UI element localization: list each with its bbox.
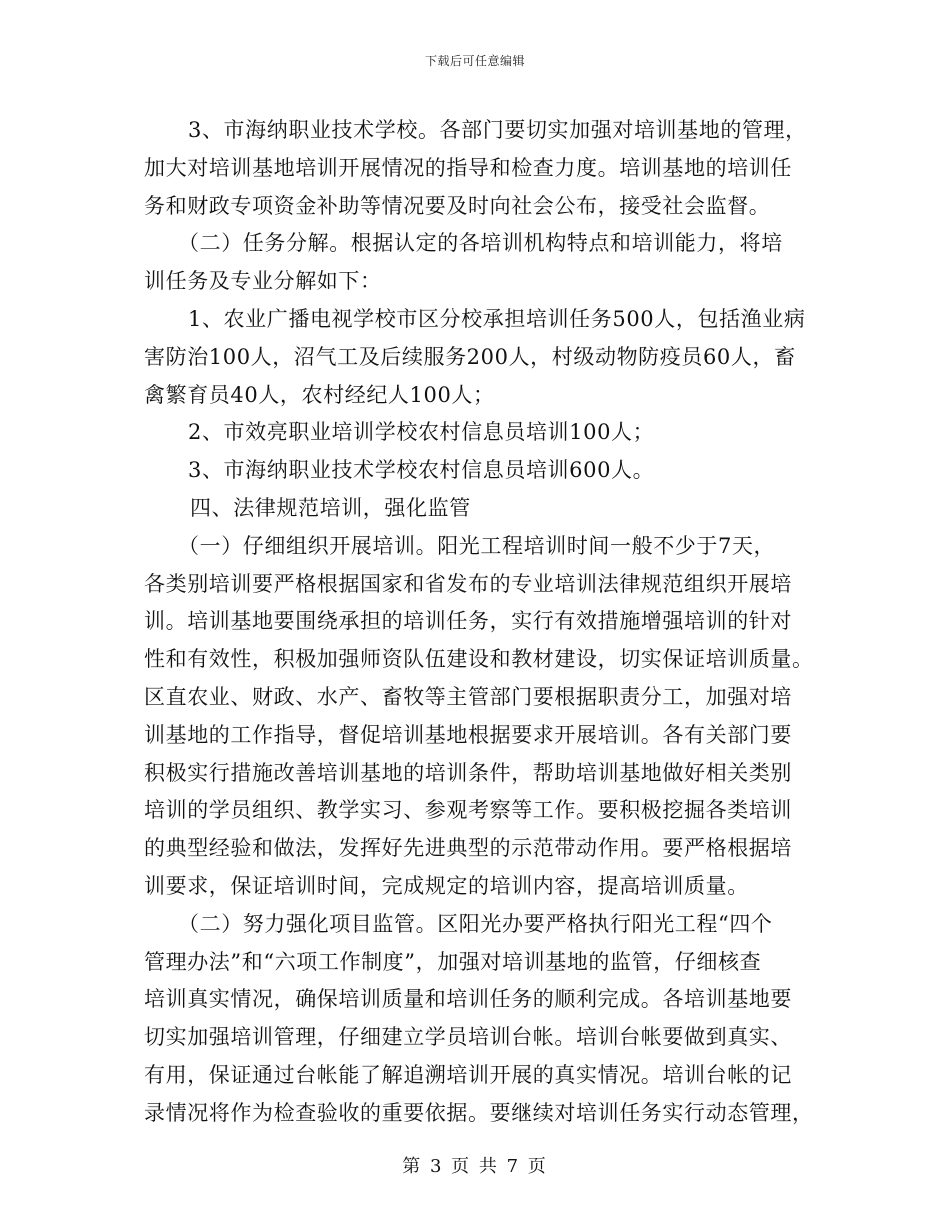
paragraph-line: 训。培训基地要围绕承担的培训任务，实行有效措施增强培训的针对 [144, 609, 792, 634]
paragraph-line: 3、市海纳职业技术学校。各部门要切实加强对培训基地的管理， [188, 118, 807, 142]
paragraph-line: 录情况将作为检查验收的重要依据。要继续对培训任务实行动态管理， [144, 1100, 814, 1125]
paragraph-line: 性和有效性，积极加强师资队伍建设和教材建设，切实保证培训质量。 [144, 647, 814, 672]
paragraph-line: 害防治100人，沼气工及后续服务200人，村级动物防疫员60人，畜 [144, 344, 796, 369]
paragraph-line: 区直农业、财政、水产、畜牧等主管部门要根据职责分工，加强对培 [144, 684, 792, 709]
paragraph-line: （一）仔细组织开展培训。阳光工程培训时间一般不少于7天， [178, 533, 776, 558]
paragraph-line: 禽繁育员40人，农村经纪人100人； [144, 382, 495, 407]
paragraph-line: 管理办法”和“六项工作制度”，加强对培训基地的监管，仔细核查 [144, 949, 762, 974]
paragraph-line: （二）任务分解。根据认定的各培训机构特点和培训能力，将培 [178, 231, 783, 256]
paragraph-line: 训基地的工作指导，督促培训基地根据要求开展培训。各有关部门要 [144, 722, 792, 747]
paragraph-line: 1、农业广播电视学校市区分校承担培训任务500人，包括渔业病 [188, 306, 806, 331]
paragraph-line: 训要求，保证培训时间，完成规定的培训内容，提高培训质量。 [144, 873, 749, 898]
page-header: 下载后可任意编辑 [424, 54, 525, 68]
paragraph-line: 有用，保证通过台帐能了解追溯培训开展的真实情况。培训台帐的记 [144, 1062, 792, 1087]
paragraph-line: 培训真实情况，确保培训质量和培训任务的顺利完成。各培训基地要 [144, 987, 792, 1012]
paragraph-line: 加大对培训基地培训开展情况的指导和检查力度。培训基地的培训任 [144, 155, 792, 180]
paragraph-line: 2、市效亮职业培训学校农村信息员培训100人； [188, 420, 655, 445]
paragraph-line: 务和财政专项资金补助等情况要及时向社会公布，接受社会监督。 [144, 193, 771, 218]
paragraph-line: 训任务及专业分解如下： [144, 269, 382, 294]
paragraph-line: 各类别培训要严格根据国家和省发布的专业培训法律规范组织开展培 [144, 571, 792, 596]
paragraph-line: 3、市海纳职业技术学校农村信息员培训600人。 [188, 458, 655, 483]
paragraph-line: 培训的学员组织、教学实习、参观考察等工作。要积极挖掘各类培训 [144, 798, 792, 823]
section-heading: 四、法律规范培训，强化监管 [190, 495, 471, 520]
paragraph-line: （二）努力强化项目监管。区阳光办要严格执行阳光工程“四个 [178, 911, 773, 936]
paragraph-line: 切实加强培训管理，仔细建立学员培训台帐。培训台帐要做到真实、 [144, 1025, 792, 1050]
paragraph-line: 积极实行措施改善培训基地的培训条件，帮助培训基地做好相关类别 [144, 760, 792, 785]
body-text [144, 112, 814, 1133]
paragraph-line: 的典型经验和做法，发挥好先进典型的示范带动作用。要严格根据培 [144, 836, 792, 861]
page-footer: 第 3 页 共 7 页 [402, 1156, 548, 1177]
